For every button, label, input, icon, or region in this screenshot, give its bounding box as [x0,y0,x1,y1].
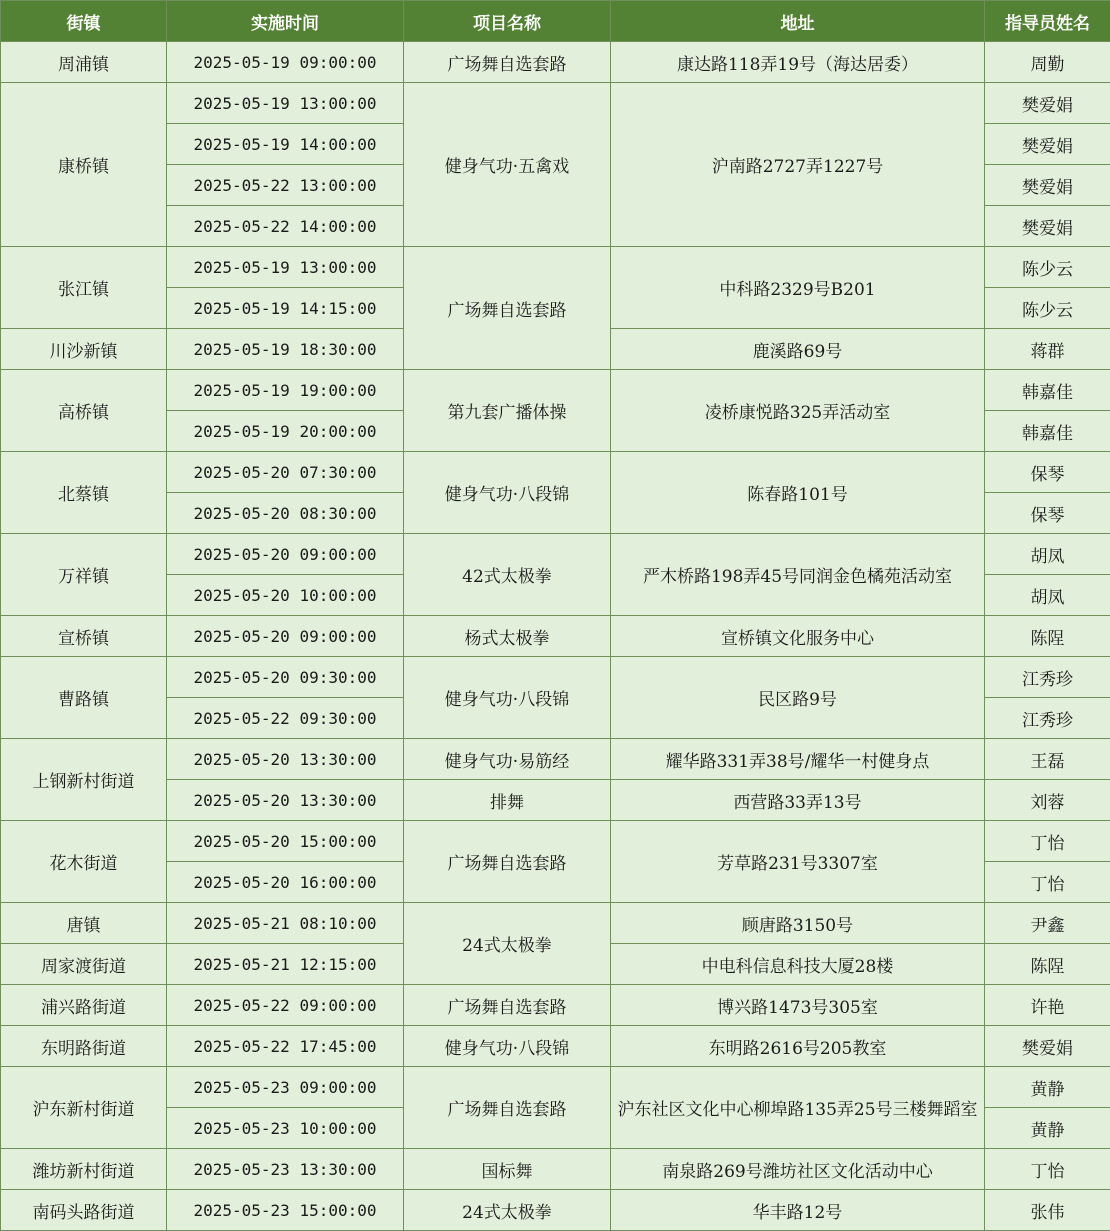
address-cell: 中电科信息科技大厦28楼 [611,944,985,985]
instructor-cell: 丁怡 [985,862,1110,903]
time-cell: 2025-05-22 14:00:00 [167,206,404,247]
instructor-cell: 许艳 [985,985,1110,1026]
table-row [1,657,1110,698]
town-cell: 宣桥镇 [1,616,167,657]
instructor-cell: 张伟 [985,1190,1110,1231]
instructor-cell: 樊爱娟 [985,124,1110,165]
table-row [1,739,1110,780]
address-cell: 沪东社区文化中心柳埠路135弄25号三楼舞蹈室 [611,1067,985,1149]
instructor-cell: 蒋群 [985,329,1110,370]
instructor-cell: 樊爱娟 [985,83,1110,124]
address-cell: 博兴路1473号305室 [611,985,985,1026]
project-cell: 广场舞自选套路 [404,42,611,83]
time-cell: 2025-05-20 16:00:00 [167,862,404,903]
town-cell: 万祥镇 [1,534,167,616]
town-cell: 花木街道 [1,821,167,903]
instructor-cell: 陈陧 [985,616,1110,657]
address-cell: 华丰路12号 [611,1190,985,1231]
project-cell: 健身气功·八段锦 [404,452,611,534]
table-row [1,985,1110,1026]
town-cell: 浦兴路街道 [1,985,167,1026]
project-cell: 42式太极拳 [404,534,611,616]
address-cell: 陈春路101号 [611,452,985,534]
address-cell: 南泉路269号潍坊社区文化活动中心 [611,1149,985,1190]
town-cell: 北蔡镇 [1,452,167,534]
time-cell: 2025-05-19 13:00:00 [167,247,404,288]
instructor-cell: 保琴 [985,493,1110,534]
project-cell: 广场舞自选套路 [404,985,611,1026]
project-cell: 24式太极拳 [404,1190,611,1231]
table-row [1,370,1110,411]
table-row [1,247,1110,288]
instructor-cell: 樊爱娟 [985,165,1110,206]
time-cell: 2025-05-19 14:15:00 [167,288,404,329]
address-cell: 宣桥镇文化服务中心 [611,616,985,657]
address-cell: 民区路9号 [611,657,985,739]
address-cell: 顾唐路3150号 [611,903,985,944]
address-cell: 耀华路331弄38号/耀华一村健身点 [611,739,985,780]
town-cell: 潍坊新村街道 [1,1149,167,1190]
instructor-cell: 陈少云 [985,288,1110,329]
project-cell: 杨式太极拳 [404,616,611,657]
header-time: 实施时间 [167,1,404,42]
time-cell: 2025-05-22 13:00:00 [167,165,404,206]
time-cell: 2025-05-20 15:00:00 [167,821,404,862]
address-cell: 中科路2329号B201 [611,247,985,329]
time-cell: 2025-05-21 12:15:00 [167,944,404,985]
header-town: 街镇 [1,1,167,42]
time-cell: 2025-05-22 09:30:00 [167,698,404,739]
time-cell: 2025-05-23 15:00:00 [167,1190,404,1231]
time-cell: 2025-05-22 17:45:00 [167,1026,404,1067]
table-row [1,1026,1110,1067]
table-row [1,83,1110,124]
address-cell: 康达路118弄19号（海达居委） [611,42,985,83]
instructor-cell: 丁怡 [985,821,1110,862]
town-cell: 川沙新镇 [1,329,167,370]
time-cell: 2025-05-23 13:30:00 [167,1149,404,1190]
address-cell: 西营路33弄13号 [611,780,985,821]
time-cell: 2025-05-19 09:00:00 [167,42,404,83]
town-cell: 周浦镇 [1,42,167,83]
project-cell: 第九套广播体操 [404,370,611,452]
header-address: 地址 [611,1,985,42]
project-cell: 健身气功·八段锦 [404,1026,611,1067]
address-cell: 鹿溪路69号 [611,329,985,370]
instructor-cell: 韩嘉佳 [985,411,1110,452]
time-cell: 2025-05-20 13:30:00 [167,739,404,780]
table-row [1,1190,1110,1231]
town-cell: 周家渡街道 [1,944,167,985]
town-cell: 高桥镇 [1,370,167,452]
table-row [1,42,1110,83]
table-row [1,534,1110,575]
instructor-cell: 江秀珍 [985,698,1110,739]
instructor-cell: 黄静 [985,1067,1110,1108]
instructor-cell: 陈少云 [985,247,1110,288]
town-cell: 南码头路街道 [1,1190,167,1231]
time-cell: 2025-05-20 09:00:00 [167,616,404,657]
time-cell: 2025-05-22 09:00:00 [167,985,404,1026]
instructor-cell: 王磊 [985,739,1110,780]
town-cell: 东明路街道 [1,1026,167,1067]
project-cell: 健身气功·八段锦 [404,657,611,739]
time-cell: 2025-05-19 19:00:00 [167,370,404,411]
table-row [1,821,1110,862]
time-cell: 2025-05-20 07:30:00 [167,452,404,493]
town-cell: 上钢新村街道 [1,739,167,821]
time-cell: 2025-05-19 20:00:00 [167,411,404,452]
town-cell: 沪东新村街道 [1,1067,167,1149]
project-cell: 健身气功·五禽戏 [404,83,611,247]
time-cell: 2025-05-20 13:30:00 [167,780,404,821]
project-cell: 排舞 [404,780,611,821]
project-cell: 广场舞自选套路 [404,1067,611,1149]
instructor-cell: 胡凤 [985,575,1110,616]
time-cell: 2025-05-21 08:10:00 [167,903,404,944]
instructor-cell: 陈陧 [985,944,1110,985]
town-cell: 张江镇 [1,247,167,329]
time-cell: 2025-05-23 09:00:00 [167,1067,404,1108]
table-row [1,1067,1110,1108]
address-cell: 凌桥康悦路325弄活动室 [611,370,985,452]
instructor-cell: 黄静 [985,1108,1110,1149]
time-cell: 2025-05-19 13:00:00 [167,83,404,124]
table-row [1,616,1110,657]
instructor-cell: 樊爱娟 [985,206,1110,247]
time-cell: 2025-05-20 09:30:00 [167,657,404,698]
address-cell: 沪南路2727弄1227号 [611,83,985,247]
header-project: 项目名称 [404,1,611,42]
instructor-cell: 周勤 [985,42,1110,83]
town-cell: 唐镇 [1,903,167,944]
town-cell: 康桥镇 [1,83,167,247]
table-row [1,780,1110,821]
time-cell: 2025-05-20 10:00:00 [167,575,404,616]
instructor-cell: 江秀珍 [985,657,1110,698]
project-cell: 广场舞自选套路 [404,247,611,370]
time-cell: 2025-05-19 14:00:00 [167,124,404,165]
time-cell: 2025-05-20 09:00:00 [167,534,404,575]
time-cell: 2025-05-19 18:30:00 [167,329,404,370]
table-row [1,452,1110,493]
header-row [1,1,1110,42]
instructor-cell: 尹鑫 [985,903,1110,944]
address-cell: 芳草路231号3307室 [611,821,985,903]
instructor-cell: 保琴 [985,452,1110,493]
instructor-cell: 韩嘉佳 [985,370,1110,411]
address-cell: 东明路2616号205教室 [611,1026,985,1067]
time-cell: 2025-05-20 08:30:00 [167,493,404,534]
time-cell: 2025-05-23 10:00:00 [167,1108,404,1149]
project-cell: 国标舞 [404,1149,611,1190]
instructor-cell: 胡凤 [985,534,1110,575]
header-instructor: 指导员姓名 [985,1,1110,42]
project-cell: 广场舞自选套路 [404,821,611,903]
address-cell: 严木桥路198弄45号同润金色橘苑活动室 [611,534,985,616]
table-row [1,903,1110,944]
instructor-cell: 刘蓉 [985,780,1110,821]
table-row [1,1149,1110,1190]
town-cell: 曹路镇 [1,657,167,739]
project-cell: 健身气功·易筋经 [404,739,611,780]
instructor-cell: 樊爱娟 [985,1026,1110,1067]
project-cell: 24式太极拳 [404,903,611,985]
instructor-cell: 丁怡 [985,1149,1110,1190]
